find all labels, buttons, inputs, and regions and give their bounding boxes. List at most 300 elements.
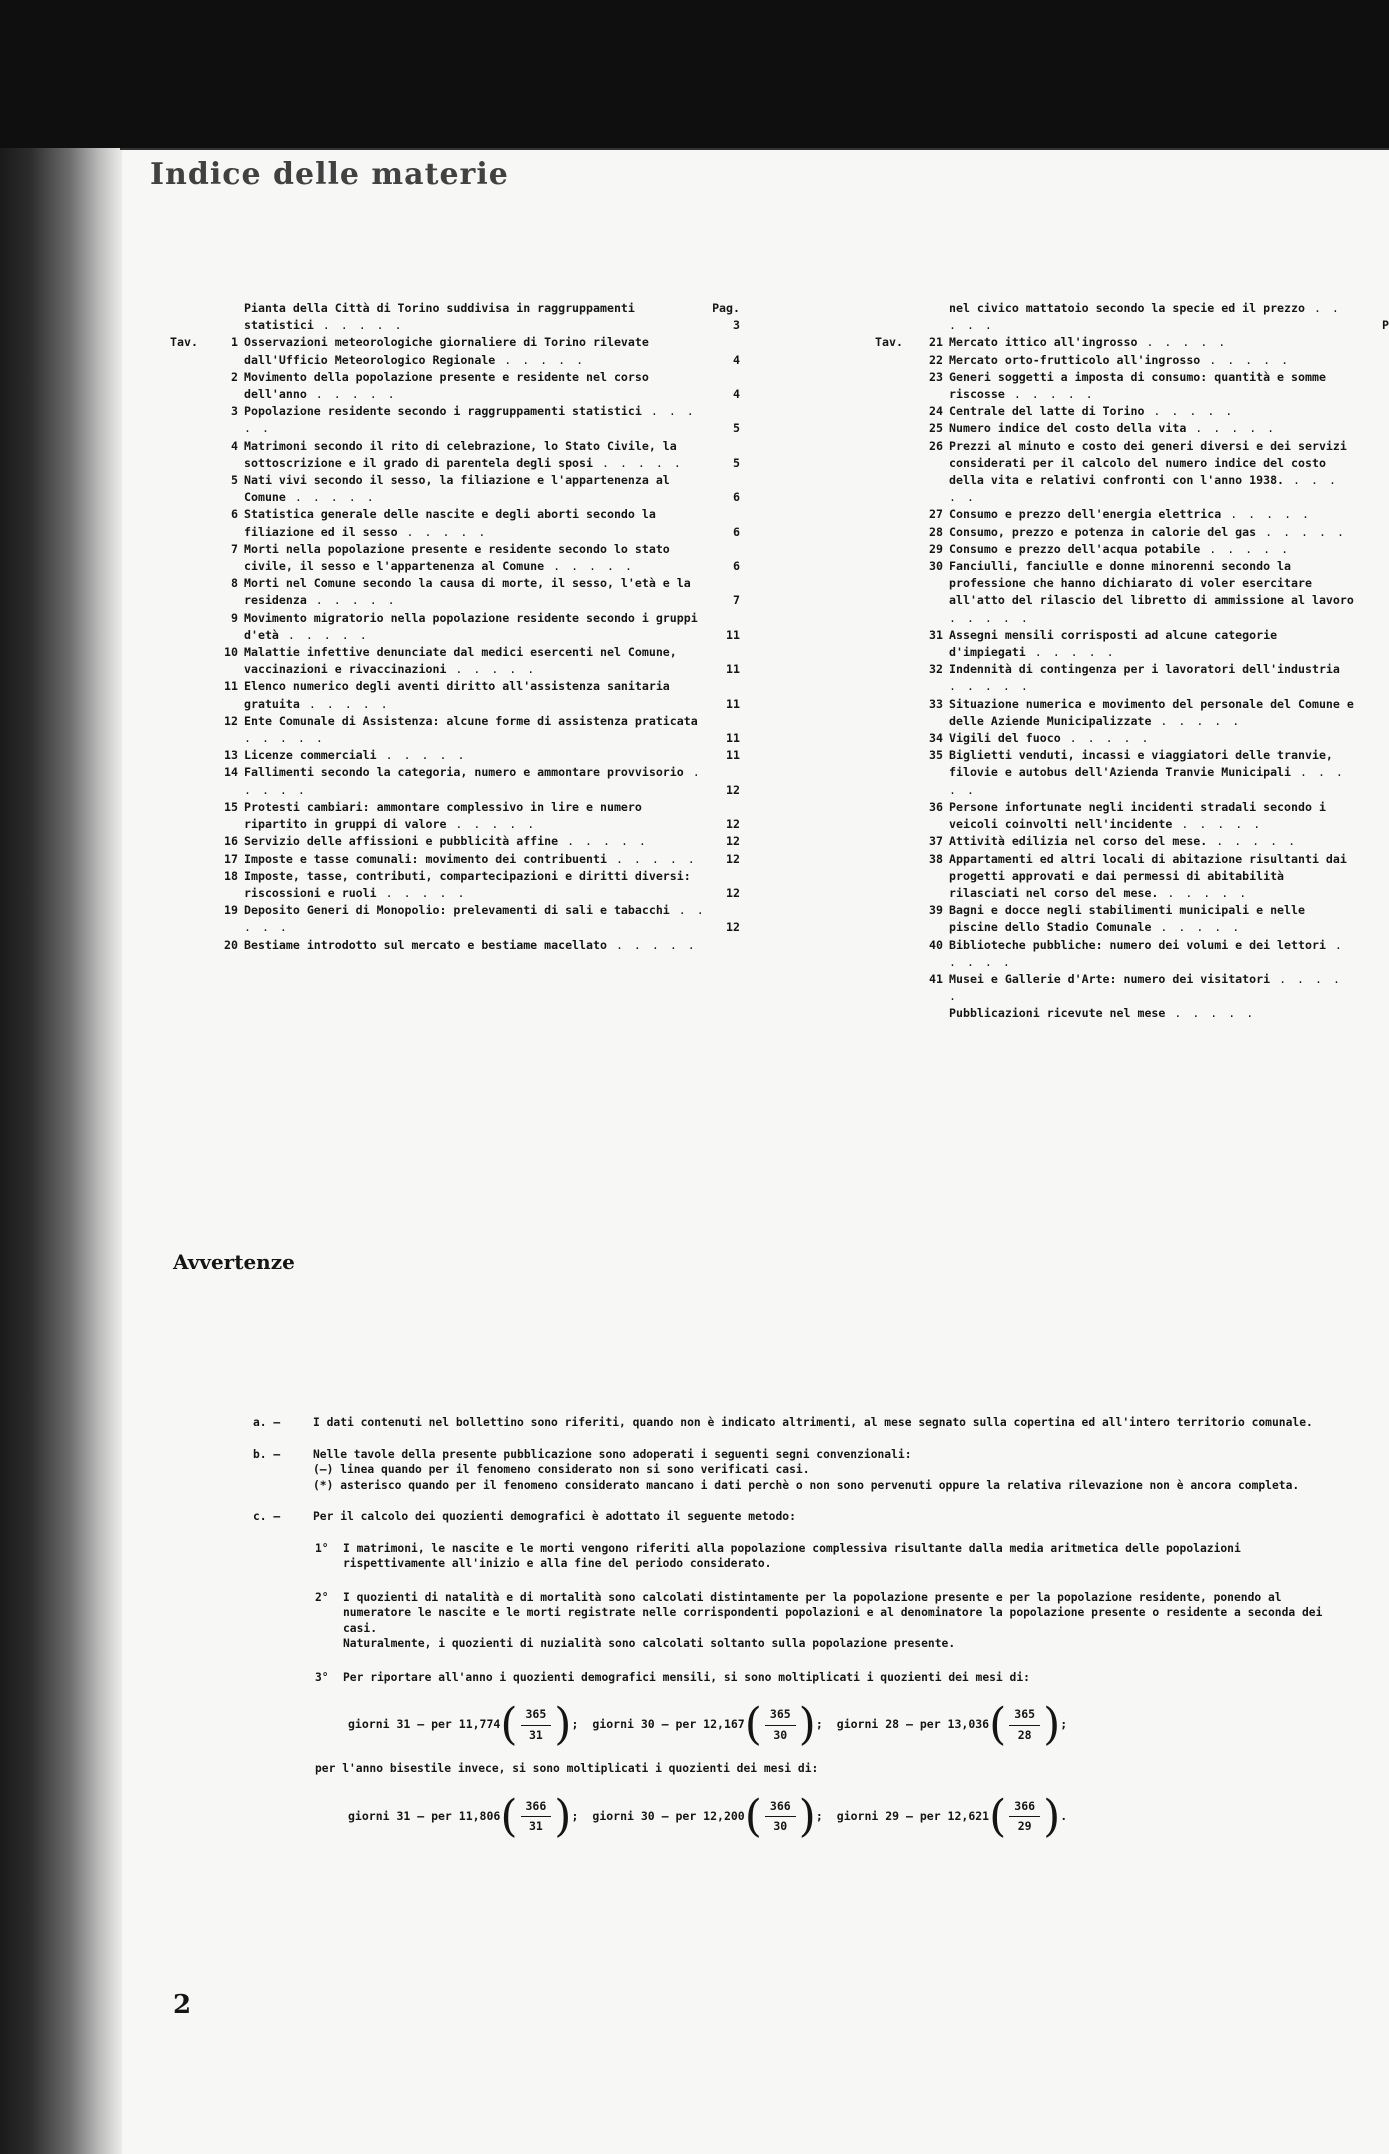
toc-entry-text: Attività edilizia nel corso del mese. <box>949 834 1208 849</box>
toc-leader-dots: . . . . . <box>1151 713 1242 728</box>
toc-entry-body <box>244 541 706 575</box>
toc-entry-body <box>949 833 1355 850</box>
toc-entry <box>170 541 740 575</box>
fraction <box>765 1707 796 1743</box>
toc-page-number: 12 <box>726 920 740 935</box>
toc-entry <box>875 541 1389 558</box>
note-line-dash: (—) linea quando per il fenomeno considerato non si sono verificati casi. <box>313 1463 810 1476</box>
toc-entry <box>875 902 1389 936</box>
note-text: Nelle tavole della presente pubblicazione sono adoperati i seguenti segni convenzionali: <box>313 1447 912 1461</box>
fraction-denominator: 28 <box>1017 1727 1032 1742</box>
toc-leader-dots: . . . . . <box>1165 1006 1256 1021</box>
toc-entry-text: Centrale del latte di Torino <box>949 404 1145 419</box>
toc-entry-text: nel civico mattatoio secondo la specie ed il prezzo <box>949 301 1305 315</box>
toc-entry-body <box>949 506 1355 523</box>
scan-top-band <box>0 0 1389 148</box>
toc-entry-body <box>244 902 706 936</box>
toc-entry-text: Biglietti venduti, incassi e viaggiatori delle tranvie, filovie e autobus dell'Azienda Tranvie Municipali <box>949 748 1333 780</box>
toc-entry-body <box>244 369 706 403</box>
toc-table-number: 12 <box>224 713 238 728</box>
toc-leader-dots: . . . . . <box>1172 817 1263 832</box>
toc-page-number: 6 <box>733 524 740 539</box>
fraction-denominator: 29 <box>1017 1819 1032 1833</box>
toc-entry <box>875 369 1389 403</box>
toc-entry-text: Fallimenti secondo la categoria, numero e ammontare provvisorio <box>244 765 684 780</box>
toc-entry <box>875 696 1389 730</box>
toc-leader-dots: . . . . . <box>1151 920 1242 935</box>
fraction-numerator: 366 <box>765 1799 796 1818</box>
toc-entry-text: Malattie infettive denunciate dal medici esercenti nel Comune, vaccinazioni e rivaccinazioni <box>244 645 677 677</box>
toc-entry <box>875 730 1389 747</box>
toc-leader-dots: . . . . . <box>1025 645 1116 660</box>
toc-table-number: 24 <box>929 404 943 419</box>
note-c2 <box>315 1590 1343 1652</box>
toc-leader-dots: . . . . . <box>949 971 1342 1004</box>
toc-page-number: 4 <box>733 387 740 402</box>
toc-entry-body <box>949 524 1355 541</box>
toc-page-number: 11 <box>726 748 740 763</box>
fraction <box>1009 1707 1040 1743</box>
toc-table-number: 27 <box>929 507 943 522</box>
toc-entry <box>170 610 740 644</box>
toc-entry-text: Consumo, prezzo e potenza in calorie del gas <box>949 524 1257 539</box>
formula-term <box>348 1790 579 1842</box>
toc-table-number: 6 <box>231 507 238 522</box>
notes-block <box>253 1415 1343 1842</box>
toc-entry <box>875 524 1389 541</box>
toc-table-number: 30 <box>929 559 943 574</box>
toc-entry-text: Elenco numerico degli aventi diritto all'assistenza sanitaria gratuita <box>244 679 670 711</box>
toc-entry <box>170 902 740 936</box>
toc-page-number: 7 <box>733 593 740 608</box>
sub-text: Per riportare all'anno i quozienti demografici mensili, si sono moltiplicati i quozienti dei mesi di: <box>343 1670 1030 1684</box>
formula-separator: ; <box>815 1808 823 1823</box>
formula-term <box>836 1790 1068 1842</box>
toc-leader-dots: . . . . . <box>244 903 706 935</box>
toc-leader-dots: . . . . . <box>306 387 397 402</box>
toc-leader-dots: . . . . . <box>949 610 1030 625</box>
formula-row-leap <box>348 1790 1343 1842</box>
toc-entry-text: Movimento migratorio nella popolazione residente secondo i gruppi d'età <box>244 610 698 642</box>
toc-entry-body <box>244 506 706 540</box>
toc-page-number: 12 <box>726 817 740 832</box>
toc-table-number: 1 <box>231 335 238 350</box>
toc-leader-dots: . . . . . <box>278 627 369 642</box>
toc-table-number: 9 <box>231 610 238 625</box>
toc-entry-text: Indennità di contingenza per i lavoratori dell'industria <box>949 662 1340 677</box>
sub-number: 2° <box>315 1590 329 1604</box>
toc-entry-body <box>949 541 1355 558</box>
toc-entry-body <box>244 610 706 644</box>
note-letter: b. — <box>253 1447 281 1461</box>
toc-leader-dots: . . . . . <box>558 834 648 849</box>
toc-entry-body <box>949 971 1355 1005</box>
notes-title: Avvertenze <box>173 1250 295 1274</box>
toc-entry-text: Nati vivi secondo il sesso, la filiazione e l'appartenenza al Comune <box>244 473 670 505</box>
toc-leader-dots: . . . . . <box>397 524 488 539</box>
toc-leader-dots: . . . . . <box>495 352 586 367</box>
toc-leader-dots: . . . . . <box>1200 352 1291 367</box>
toc-entry <box>170 644 740 678</box>
formula-label: giorni 30 — per 12,200 <box>592 1808 745 1823</box>
toc-table-number: 40 <box>929 937 943 952</box>
toc-leader-dots: . . . . . <box>1137 335 1228 350</box>
toc-page-number: Pag. 3 <box>712 301 740 333</box>
toc-entry-body <box>949 799 1355 833</box>
toc-entry-text: Bestiame introdotto sul mercato e bestiame macellato <box>244 937 607 952</box>
toc-entry-body <box>949 937 1355 971</box>
toc-entry-body <box>949 747 1355 799</box>
formula-separator: ; <box>571 1808 579 1823</box>
toc-entry <box>170 747 740 764</box>
fraction <box>1009 1799 1040 1835</box>
formula-separator: ; <box>815 1717 823 1732</box>
toc-entry-body <box>949 420 1355 437</box>
toc-table-number: 19 <box>224 903 238 918</box>
toc-entry-text: Numero indice del costo della vita <box>949 421 1187 436</box>
toc-entry <box>170 334 740 368</box>
toc-table-number: 11 <box>224 679 238 694</box>
toc-entry-body <box>949 730 1355 747</box>
toc-entry <box>170 851 740 868</box>
note-letter: a. — <box>253 1416 281 1429</box>
toc-entry <box>170 678 740 712</box>
fraction <box>521 1799 552 1835</box>
toc-entry-text: Prezzi al minuto e costo dei generi diversi e dei servizi considerati per il calcolo del numero indice del costo della vita e relativi confronti con l'anno 1938. <box>949 438 1347 488</box>
toc-table-number: 32 <box>929 662 943 677</box>
formula-term <box>592 1699 823 1750</box>
toc-entry-body <box>244 644 706 678</box>
toc-leader-dots: . . . . . <box>1207 834 1298 849</box>
toc-leader-dots: . . . . . <box>244 404 696 436</box>
toc-entry <box>875 937 1389 971</box>
note-b <box>253 1447 1343 1494</box>
toc-entry <box>875 300 1389 334</box>
toc-leader-dots: . . . . . <box>1144 404 1235 419</box>
close-paren: ) <box>798 1790 816 1842</box>
toc-entry-text: Morti nella popolazione presente e residente secondo lo stato civile, il sesso e l'appartenenza al Comune <box>244 541 670 574</box>
toc-left-column <box>170 300 740 954</box>
toc-entry <box>170 575 740 609</box>
close-paren: ) <box>1043 1699 1061 1750</box>
toc-entry-body <box>244 300 706 334</box>
formula-term <box>348 1699 579 1750</box>
toc-leader-dots: . . . . . <box>376 748 467 763</box>
toc-entry <box>170 438 740 472</box>
sub-text-extra: Naturalmente, i quozienti di nuzialità sono calcolati soltanto sulla popolazione presente. <box>343 1637 956 1650</box>
fraction-denominator: 30 <box>773 1819 788 1833</box>
toc-page-number: 6 <box>733 490 740 505</box>
toc-table-number: 34 <box>929 731 943 746</box>
toc-table-number: 36 <box>929 799 943 814</box>
toc-leader-dots: . . . . . <box>949 765 1345 797</box>
toc-entry-body <box>949 352 1355 369</box>
toc-entry-body <box>949 661 1355 695</box>
toc-entry-text: Deposito Generi di Monopolio: prelevamenti di sali e tabacchi <box>244 903 670 918</box>
toc-table-number: 16 <box>224 834 238 849</box>
toc-leader-dots: . . . . . <box>306 593 397 608</box>
toc-entry-text: Consumo e prezzo dell'energia elettrica <box>949 507 1222 522</box>
toc-entry <box>875 799 1389 833</box>
toc-leader-dots: . . . . . <box>1221 507 1312 522</box>
toc-leader-dots: . . . . . <box>446 817 537 832</box>
toc-entry-text: Pianta della Città di Torino suddivisa in raggruppamenti statistici <box>244 301 635 333</box>
toc-entry <box>875 833 1389 850</box>
toc-entry-body <box>244 438 706 472</box>
toc-table-number: 10 <box>224 645 238 660</box>
toc-entry <box>170 472 740 506</box>
toc-entry-text: Fanciulli, fanciulle e donne minorenni secondo la professione che hanno dichiarato di voler esercitare all'atto del rilascio del libretto di ammissione al lavoro <box>949 559 1354 608</box>
toc-entry <box>875 438 1389 507</box>
toc-leader-dots: . . . . . <box>313 318 404 333</box>
toc-leader-dots: . . . . . <box>285 490 376 505</box>
fraction <box>765 1799 796 1835</box>
toc-table-number: 3 <box>231 404 238 419</box>
toc-page-number: P <box>1382 318 1389 333</box>
toc-table-number: 31 <box>929 627 943 642</box>
formula-label: giorni 31 — per 11,774 <box>348 1717 501 1732</box>
toc-table-number: 17 <box>224 851 238 866</box>
toc-entry <box>875 851 1389 903</box>
page-title: Indice delle materie <box>150 157 509 186</box>
toc-leader-dots: . . . . . <box>1004 387 1095 402</box>
toc-entry-text: Protesti cambiari: ammontare complessivo in lire e numero ripartito in gruppi di valore <box>244 799 642 832</box>
toc-entry-body <box>244 678 706 712</box>
toc-entry-text: Statistica generale delle nascite e degli aborti secondo la filiazione ed il sesso <box>244 507 656 539</box>
toc-entry <box>875 661 1389 695</box>
toc-entry-body <box>949 558 1355 627</box>
note-line-asterisk: (*) asterisco quando per il fenomeno considerato mancano i dati perchè o non sono pervenuti oppure la relativa rilevazione non è ancora completa. <box>313 1478 1300 1492</box>
toc-entry-body <box>244 868 706 902</box>
fraction-denominator: 30 <box>773 1727 788 1742</box>
scan-binding-edge <box>0 148 122 2154</box>
toc-tav-label: Tav. <box>875 335 903 350</box>
close-paren: ) <box>554 1790 572 1842</box>
toc-leader-dots: . . . . . <box>593 455 683 470</box>
sub-text: I quozienti di natalità e di mortalità sono calcolati distintamente per la popolazione presente e per la popolazione residente, ponendo al numeratore le nascite e le morti registrate nelle corrispondenti popolazioni e al denominatore la popolazione presente o residente a seconda dei casi. <box>343 1590 1323 1635</box>
toc-entry-text: Assegni mensili corrisposti ad alcune categorie d'impiegati <box>949 627 1278 660</box>
toc-leader-dots: . . . . . <box>544 559 634 574</box>
toc-entry-body <box>949 438 1355 507</box>
toc-table-number: 15 <box>224 799 238 814</box>
toc-page-number: 11 <box>726 662 740 677</box>
toc-entry-text: Vigili del fuoco <box>949 731 1061 746</box>
toc-page-number: 11 <box>726 627 740 642</box>
note-a <box>253 1415 1343 1431</box>
formula-separator: ; <box>571 1717 579 1732</box>
toc-entry-body <box>244 334 706 368</box>
toc-table-number: 23 <box>929 369 943 384</box>
formula-label: giorni 31 — per 11,806 <box>348 1808 501 1823</box>
toc-entry-body <box>244 833 706 850</box>
toc-entry-text: Musei e Gallerie d'Arte: numero dei visitatori <box>949 971 1271 986</box>
toc-entry-text: Situazione numerica e movimento del personale del Comune e delle Aziende Municipalizzate <box>949 696 1354 728</box>
toc-entry-text: Imposte e tasse comunali: movimento dei contribuenti <box>244 851 607 866</box>
toc-page-number: 5 <box>733 421 740 436</box>
toc-leader-dots: . . . . . <box>1200 541 1291 556</box>
toc-right-column <box>875 300 1389 1023</box>
fraction-numerator: 366 <box>1009 1799 1040 1818</box>
open-paren: ( <box>989 1699 1007 1750</box>
toc-entry-text: Osservazioni meteorologiche giornaliere di Torino rilevate dall'Ufficio Meteorologico Regionale <box>244 335 649 367</box>
toc-leader-dots: . . . . . <box>1060 731 1151 746</box>
formula-label: giorni 29 — per 12,621 <box>836 1808 990 1823</box>
toc-entry-body <box>949 300 1355 334</box>
toc-table-number: 14 <box>224 765 238 780</box>
open-paren: ( <box>500 1699 518 1750</box>
toc-entry-body <box>244 937 706 954</box>
toc-entry <box>875 747 1389 799</box>
open-paren: ( <box>744 1699 762 1750</box>
toc-entry-text: Bagni e docce negli stabilimenti municipali e nelle piscine dello Stadio Comunale <box>949 903 1305 935</box>
toc-entry <box>170 506 740 540</box>
toc-entry-text: Mercato orto-frutticolo all'ingrosso <box>949 352 1201 367</box>
toc-entry-body <box>244 713 706 747</box>
toc-entry <box>875 352 1389 369</box>
formula-separator: . <box>1060 1808 1068 1823</box>
note-c3 <box>315 1670 1343 1686</box>
toc-entry-text: Appartamenti ed altri locali di abitazione risultanti dai progetti approvati e dai permessi di abitabilità rilasciati nel corso del mese. <box>949 851 1347 900</box>
toc-leader-dots: . . . . . <box>949 679 1030 694</box>
fraction-numerator: 366 <box>521 1799 552 1818</box>
toc-entry <box>875 506 1389 523</box>
close-paren: ) <box>1043 1790 1061 1842</box>
toc-page-number: 12 <box>726 782 740 797</box>
toc-entry-body <box>244 764 706 798</box>
toc-table-number: 28 <box>929 524 943 539</box>
fraction-numerator: 365 <box>765 1707 796 1726</box>
toc-entry <box>875 420 1389 437</box>
toc-leader-dots: . . . . . <box>1256 524 1346 539</box>
formula-row-normal <box>348 1699 1343 1750</box>
toc-page-number: 12 <box>726 885 740 900</box>
toc-page-number: 11 <box>726 696 740 711</box>
fraction-numerator: 365 <box>1009 1707 1040 1726</box>
toc-entry-text: Biblioteche pubbliche: numero dei volumi e dei lettori <box>949 937 1326 952</box>
open-paren: ( <box>500 1790 518 1842</box>
toc-entry <box>875 971 1389 1005</box>
toc-entry-body <box>949 334 1355 351</box>
toc-table-number: 7 <box>231 541 238 556</box>
toc-table-number: 37 <box>929 834 943 849</box>
fraction-denominator: 31 <box>528 1819 543 1833</box>
toc-page-number: 11 <box>726 731 740 746</box>
note-letter: c. — <box>253 1510 281 1523</box>
toc-table-number: 21 <box>929 335 943 350</box>
toc-entry-text: Consumo e prezzo dell'acqua potabile <box>949 541 1201 556</box>
toc-entry-text: Popolazione residente secondo i raggruppamenti statistici <box>244 404 642 419</box>
page-number: 2 <box>173 1990 192 2020</box>
close-paren: ) <box>554 1699 572 1750</box>
close-paren: ) <box>798 1699 816 1750</box>
toc-entry <box>170 713 740 747</box>
toc-entry <box>875 403 1389 420</box>
toc-entry-body <box>244 799 706 833</box>
toc-table-number: 2 <box>231 369 238 384</box>
toc-table-number: 25 <box>929 421 943 436</box>
toc-page-number: 5 <box>733 455 740 470</box>
toc-table-number: 22 <box>929 352 943 367</box>
toc-entry-text: Persone infortunate negli incidenti stradali secondo i veicoli coinvolti nell'incidente <box>949 799 1326 832</box>
toc-leader-dots: . . . . . <box>244 731 325 746</box>
toc-page-number: 12 <box>726 851 740 866</box>
formula-term <box>836 1699 1068 1750</box>
toc-entry <box>170 369 740 403</box>
toc-entry-body <box>244 403 706 437</box>
toc-entry <box>170 300 740 334</box>
toc-entry <box>875 1005 1389 1022</box>
toc-leader-dots: . . . . . <box>376 885 467 900</box>
toc-leader-dots: . . . . . <box>949 301 1341 333</box>
toc-leader-dots: . . . . . <box>244 765 702 797</box>
sub-text: I matrimoni, le nascite e le morti vengono riferiti alla popolazione complessiva risultante dalla media aritmetica delle popolazioni rispettivamente all'inizio e alla fine del periodo considerato. <box>343 1541 1241 1570</box>
formula-label: giorni 30 — per 12,167 <box>592 1717 745 1732</box>
toc-table-number: 5 <box>231 473 238 488</box>
toc-leader-dots: . . . . . <box>1186 421 1277 436</box>
toc-entry-body <box>244 575 706 609</box>
toc-entry <box>170 764 740 798</box>
toc-table-number: 26 <box>929 438 943 453</box>
toc-entry-body <box>244 472 706 506</box>
toc-entry-text: Movimento della popolazione presente e residente nel corso dell'anno <box>244 369 649 402</box>
toc-entry-text: Ente Comunale di Assistenza: alcune forme di assistenza praticata <box>244 713 698 728</box>
toc-entry <box>875 558 1389 627</box>
toc-leader-dots: . . . . . <box>299 696 390 711</box>
note-text: Per il calcolo dei quozienti demografici è adottato il seguente metodo: <box>313 1510 796 1523</box>
toc-entry-body <box>949 851 1355 903</box>
toc-table-number: 33 <box>929 696 943 711</box>
toc-entry-body <box>949 627 1355 661</box>
toc-entry-body <box>949 369 1355 403</box>
toc-entry-text: Licenze commerciali <box>244 748 377 763</box>
toc-entry-body <box>244 851 706 868</box>
toc-leader-dots: . . . . . <box>606 937 697 952</box>
toc-table-number: 18 <box>224 868 238 883</box>
toc-entry-body <box>949 696 1355 730</box>
toc-table-number: 29 <box>929 541 943 556</box>
sub-number: 3° <box>315 1670 329 1684</box>
toc-table-number: 4 <box>231 438 238 453</box>
toc-table-number: 20 <box>224 937 238 952</box>
formula-label: giorni 28 — per 13,036 <box>836 1717 990 1732</box>
toc-page-number: 4 <box>733 352 740 367</box>
formula-separator: ; <box>1060 1717 1068 1732</box>
toc-entry <box>170 937 740 954</box>
toc-leader-dots: . . . . . <box>949 473 1338 505</box>
fraction <box>521 1707 552 1743</box>
toc-entry-text: Imposte, tasse, contributi, compartecipazioni e diritti diversi: riscossioni e ruoli <box>244 868 691 900</box>
toc-leader-dots: . . . . . <box>1158 885 1249 900</box>
toc-leader-dots: . . . . . <box>606 851 697 866</box>
fraction-denominator: 31 <box>528 1727 543 1742</box>
toc-entry <box>170 403 740 437</box>
toc-entry-text: Mercato ittico all'ingrosso <box>949 335 1138 350</box>
formula-term <box>592 1790 823 1842</box>
toc-entry <box>875 627 1389 661</box>
toc-entry-text: Generi soggetti a imposta di consumo: quantità e somme riscosse <box>949 369 1326 402</box>
toc-entry-text: Morti nel Comune secondo la causa di morte, il sesso, l'età e la residenza <box>244 576 691 608</box>
toc-leader-dots: . . . . . <box>446 662 537 677</box>
toc-page-number: 12 <box>726 834 740 849</box>
note-text: I dati contenuti nel bollettino sono riferiti, quando non è indicato altrimenti, al mese segnato sulla copertina ed all'intero territorio comunale. <box>313 1416 1313 1429</box>
toc-entry <box>170 833 740 850</box>
toc-entry-body <box>949 403 1355 420</box>
toc-entry <box>170 799 740 833</box>
open-paren: ( <box>989 1790 1007 1842</box>
open-paren: ( <box>744 1790 762 1842</box>
toc-tav-label: Tav. <box>170 335 198 350</box>
toc-entry-body <box>949 1005 1355 1022</box>
